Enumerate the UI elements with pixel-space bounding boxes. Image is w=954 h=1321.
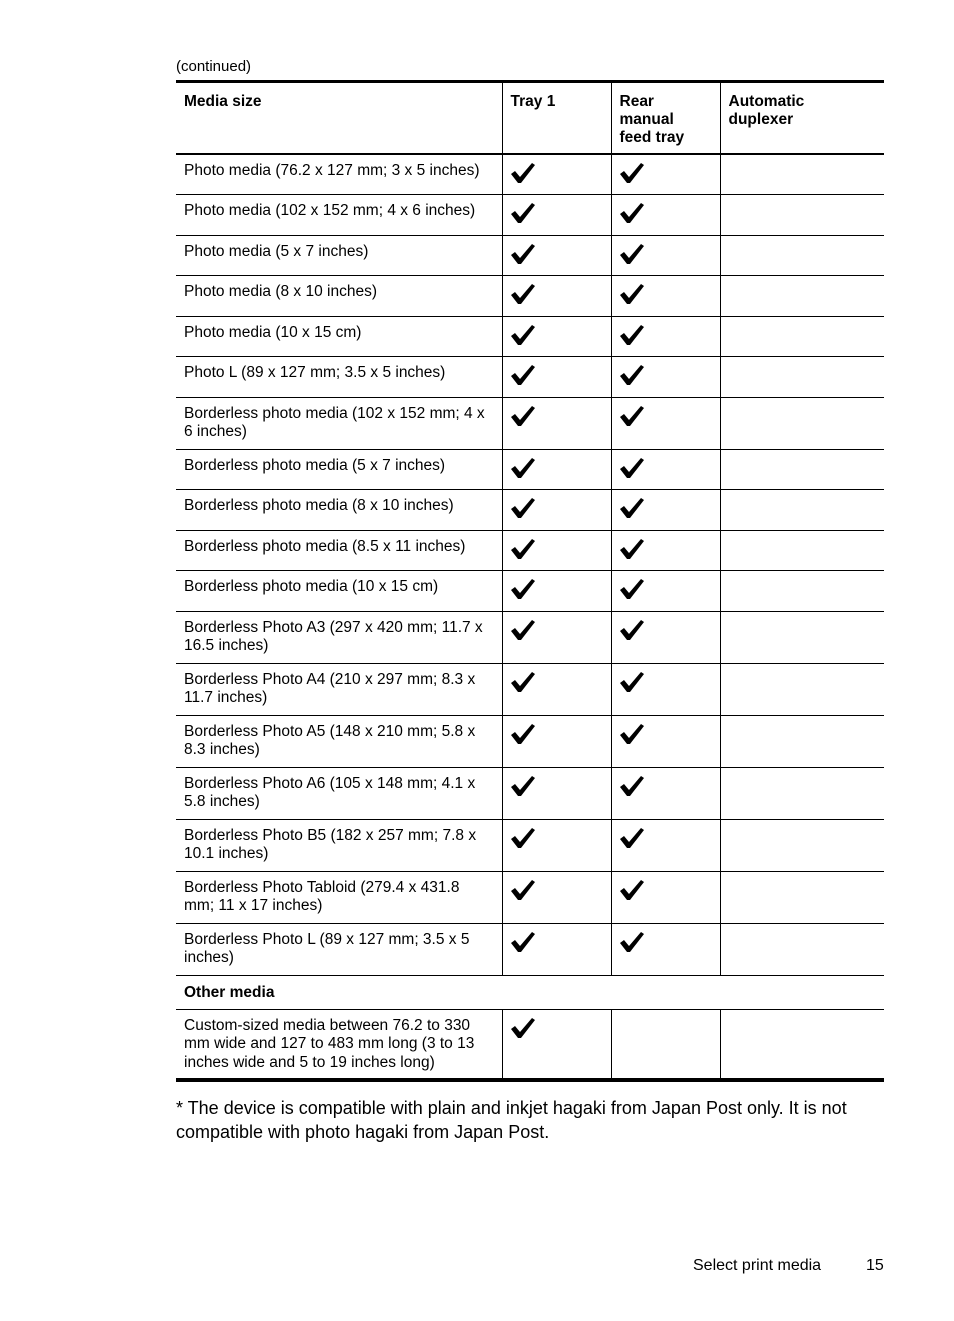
checkmark-icon	[510, 405, 536, 427]
rear-tray-cell	[611, 715, 720, 767]
media-size-cell: Custom-sized media between 76.2 to 330 mm wide and 127 to 483 mm long (3 to 13 inches wide and 5 to 19 inches long)	[176, 1009, 502, 1080]
checkmark-icon	[510, 1017, 536, 1039]
checkmark-icon	[619, 405, 645, 427]
table-row	[176, 611, 884, 663]
duplexer-cell	[720, 767, 884, 819]
tray-1-cell	[502, 316, 611, 357]
header-rear-label: Rear manual feed tray	[619, 93, 685, 146]
media-size-cell: Photo media (8 x 10 inches)	[176, 276, 502, 317]
duplexer-cell	[720, 663, 884, 715]
tray-1-cell	[502, 235, 611, 276]
media-size-cell: Borderless Photo B5 (182 x 257 mm; 7.8 x 10.1 inches)	[176, 819, 502, 871]
tray-1-cell	[502, 1009, 611, 1080]
checkmark-icon	[619, 578, 645, 600]
checkmark-icon	[619, 671, 645, 693]
rear-tray-cell	[611, 316, 720, 357]
checkmark-icon	[619, 202, 645, 224]
checkmark-icon	[619, 364, 645, 386]
media-size-cell: Borderless photo media (10 x 15 cm)	[176, 571, 502, 612]
checkmark-icon	[510, 202, 536, 224]
duplexer-cell	[720, 154, 884, 195]
table-row	[176, 715, 884, 767]
duplexer-cell	[720, 923, 884, 975]
footer-section-title: Select print media	[693, 1257, 822, 1274]
tray-1-cell	[502, 276, 611, 317]
checkmark-icon	[510, 497, 536, 519]
media-size-cell: Borderless Photo A3 (297 x 420 mm; 11.7 x 16.5 inches)	[176, 611, 502, 663]
media-size-cell: Photo media (10 x 15 cm)	[176, 316, 502, 357]
tray-1-cell	[502, 663, 611, 715]
checkmark-icon	[619, 538, 645, 560]
rear-tray-cell	[611, 1009, 720, 1080]
rear-tray-cell	[611, 195, 720, 236]
table-row	[176, 449, 884, 490]
checkmark-icon	[619, 162, 645, 184]
table-row	[176, 871, 884, 923]
tray-1-cell	[502, 767, 611, 819]
header-tray-1: Tray 1	[502, 82, 611, 155]
media-size-cell: Borderless photo media (5 x 7 inches)	[176, 449, 502, 490]
duplexer-cell	[720, 235, 884, 276]
table-row	[176, 819, 884, 871]
checkmark-icon	[619, 723, 645, 745]
checkmark-icon	[619, 497, 645, 519]
footnote: * The device is compatible with plain and inkjet hagaki from Japan Post only. It is not compatible with photo hagaki from Japan Post.	[176, 1098, 847, 1142]
checkmark-icon	[619, 324, 645, 346]
checkmark-icon	[510, 538, 536, 560]
media-size-table	[176, 80, 884, 1082]
rear-tray-cell	[611, 767, 720, 819]
media-size-cell: Borderless Photo Tabloid (279.4 x 431.8 mm; 11 x 17 inches)	[176, 871, 502, 923]
checkmark-icon	[510, 723, 536, 745]
table-row	[176, 154, 884, 195]
tray-1-cell	[502, 490, 611, 531]
tray-1-cell	[502, 923, 611, 975]
checkmark-icon	[619, 283, 645, 305]
tray-1-cell	[502, 195, 611, 236]
media-size-cell: Photo L (89 x 127 mm; 3.5 x 5 inches)	[176, 357, 502, 398]
table-row	[176, 235, 884, 276]
checkmark-icon	[510, 775, 536, 797]
table-row	[176, 195, 884, 236]
tray-1-cell	[502, 154, 611, 195]
header-rear-manual-feed-tray	[611, 82, 720, 155]
rear-tray-cell	[611, 235, 720, 276]
table-row	[176, 1009, 884, 1080]
media-size-cell: Photo media (102 x 152 mm; 4 x 6 inches)	[176, 195, 502, 236]
rear-tray-cell	[611, 663, 720, 715]
media-size-cell: Borderless photo media (8 x 10 inches)	[176, 490, 502, 531]
media-size-cell: Borderless photo media (8.5 x 11 inches)	[176, 530, 502, 571]
duplexer-cell	[720, 490, 884, 531]
checkmark-icon	[510, 931, 536, 953]
tray-1-cell	[502, 819, 611, 871]
table-header-row	[176, 82, 884, 155]
rear-tray-cell	[611, 276, 720, 317]
table-row	[176, 663, 884, 715]
rear-tray-cell	[611, 449, 720, 490]
table-row	[176, 490, 884, 531]
checkmark-icon	[510, 619, 536, 641]
duplexer-cell	[720, 819, 884, 871]
media-size-cell: Borderless Photo A5 (148 x 210 mm; 5.8 x 8.3 inches)	[176, 715, 502, 767]
rear-tray-cell	[611, 819, 720, 871]
rear-tray-cell	[611, 571, 720, 612]
tray-1-cell	[502, 530, 611, 571]
media-size-cell: Photo media (76.2 x 127 mm; 3 x 5 inches)	[176, 154, 502, 195]
checkmark-icon	[510, 283, 536, 305]
checkmark-icon	[510, 324, 536, 346]
checkmark-icon	[619, 619, 645, 641]
tray-1-cell	[502, 871, 611, 923]
duplexer-cell	[720, 611, 884, 663]
duplexer-cell	[720, 449, 884, 490]
rear-tray-cell	[611, 530, 720, 571]
checkmark-icon	[510, 243, 536, 265]
tray-1-cell	[502, 357, 611, 398]
checkmark-icon	[510, 578, 536, 600]
table-row	[176, 530, 884, 571]
checkmark-icon	[619, 827, 645, 849]
duplexer-cell	[720, 571, 884, 612]
checkmark-icon	[619, 457, 645, 479]
checkmark-icon	[510, 457, 536, 479]
table-row	[176, 571, 884, 612]
checkmark-icon	[619, 931, 645, 953]
checkmark-icon	[510, 879, 536, 901]
checkmark-icon	[619, 879, 645, 901]
checkmark-icon	[510, 671, 536, 693]
media-size-cell: Borderless Photo L (89 x 127 mm; 3.5 x 5 inches)	[176, 923, 502, 975]
table-row	[176, 767, 884, 819]
media-size-cell: Borderless Photo A6 (105 x 148 mm; 4.1 x 5.8 inches)	[176, 767, 502, 819]
checkmark-icon	[619, 775, 645, 797]
tray-1-cell	[502, 397, 611, 449]
header-media-size: Media size	[176, 82, 502, 155]
page-number: 15	[866, 1257, 884, 1274]
header-duplexer-label: Automatic duplexer	[728, 93, 805, 128]
duplexer-cell	[720, 871, 884, 923]
duplexer-cell	[720, 357, 884, 398]
table-row	[176, 923, 884, 975]
duplexer-cell	[720, 1009, 884, 1080]
table-row	[176, 357, 884, 398]
tray-1-cell	[502, 611, 611, 663]
table-row	[176, 397, 884, 449]
duplexer-cell	[720, 397, 884, 449]
table-body	[176, 154, 884, 1080]
duplexer-cell	[720, 715, 884, 767]
tray-1-cell	[502, 715, 611, 767]
checkmark-icon	[510, 162, 536, 184]
media-size-cell: Photo media (5 x 7 inches)	[176, 235, 502, 276]
duplexer-cell	[720, 530, 884, 571]
checkmark-icon	[619, 243, 645, 265]
duplexer-cell	[720, 276, 884, 317]
section-label: Other media	[176, 975, 884, 1009]
continued-label: (continued)	[176, 58, 252, 75]
tray-1-cell	[502, 449, 611, 490]
media-size-cell: Borderless Photo A4 (210 x 297 mm; 8.3 x 11.7 inches)	[176, 663, 502, 715]
rear-tray-cell	[611, 871, 720, 923]
tray-1-cell	[502, 571, 611, 612]
rear-tray-cell	[611, 490, 720, 531]
section-row-other-media	[176, 975, 884, 1009]
rear-tray-cell	[611, 357, 720, 398]
table-row	[176, 276, 884, 317]
duplexer-cell	[720, 316, 884, 357]
duplexer-cell	[720, 195, 884, 236]
checkmark-icon	[510, 827, 536, 849]
table-row	[176, 316, 884, 357]
media-size-cell: Borderless photo media (102 x 152 mm; 4 x 6 inches)	[176, 397, 502, 449]
rear-tray-cell	[611, 397, 720, 449]
checkmark-icon	[510, 364, 536, 386]
rear-tray-cell	[611, 923, 720, 975]
header-automatic-duplexer	[720, 82, 884, 155]
rear-tray-cell	[611, 154, 720, 195]
rear-tray-cell	[611, 611, 720, 663]
